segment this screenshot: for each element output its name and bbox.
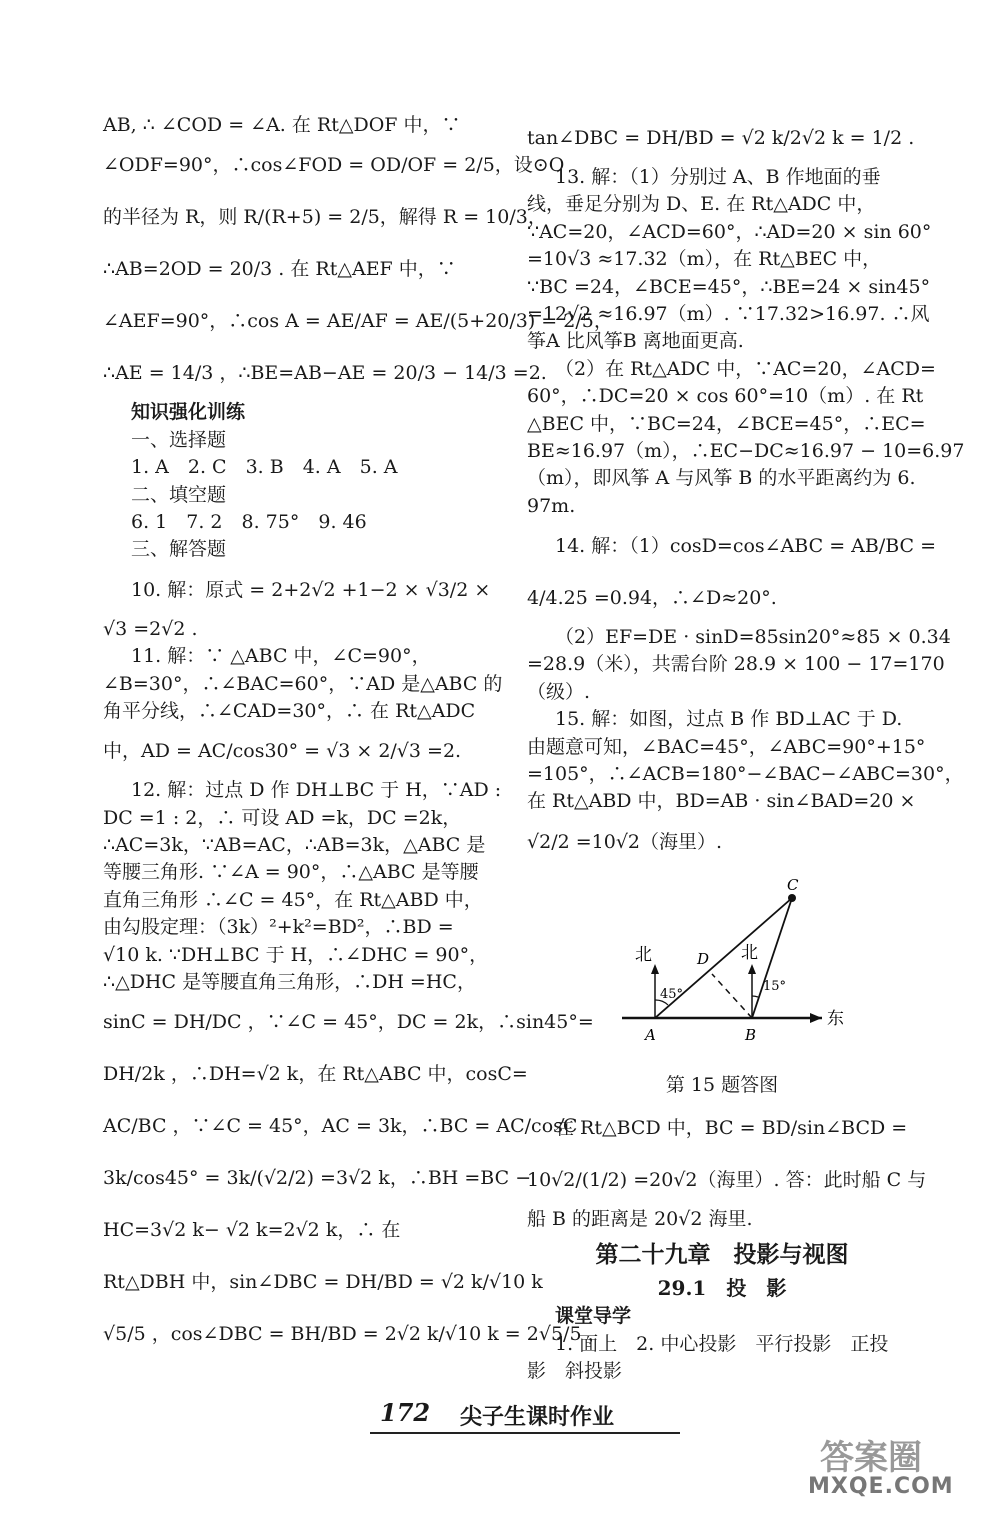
text-line: 1. A 2. C 3. B 4. A 5. A xyxy=(131,456,398,479)
label-east: 东 xyxy=(827,1008,844,1029)
text-line: tan∠DBC = DH/BD = √2 k/2√2 k = 1/2 . xyxy=(527,127,915,149)
point-c xyxy=(788,894,796,902)
watermark-site: MXQE.COM xyxy=(808,1474,954,1499)
text-line: 的半径为 R，则 R/(R+5) = 2/5，解得 R = 10/3， xyxy=(103,206,547,229)
text-line: 在 Rt△BCD 中，BC = BD/sin∠BCD = xyxy=(555,1116,908,1139)
figure-15 xyxy=(527,868,917,1068)
chapter-title: 第二十九章 投影与视图 xyxy=(595,1241,849,1269)
text-line: △BEC 中，∵BC=24，∠BCE=45°，∴EC= xyxy=(527,412,926,435)
text-line: ∴△DHC 是等腰直角三角形，∴DH =HC， xyxy=(103,971,476,994)
text-line: 由勾股定理：（3k）²+k²=BD²，∴BD = xyxy=(103,916,454,939)
text-line: 船 B 的距离是 20√2 海里. xyxy=(527,1207,753,1230)
text-line: =28.9（米），共需台阶 28.9 × 100 − 17=170 xyxy=(527,653,945,676)
text-line: 4/4.25 =0.94，∴∠D≈20°. xyxy=(527,587,777,610)
text-line: 13. 解：（1）分别过 A、B 作地面的垂 xyxy=(555,166,881,188)
text-line: （2）在 Rt△ADC 中，∵AC=20，∠ACD= xyxy=(555,357,936,380)
page-number: 172 xyxy=(380,1398,431,1427)
text-line: AB, ∴ ∠COD = ∠A. 在 Rt△DOF 中，∵ xyxy=(103,114,461,136)
label-north-left: 北 xyxy=(635,944,652,965)
text-line: =10√3 ≈17.32（m），在 Rt△BEC 中， xyxy=(527,248,882,271)
text-line: √5/5 ，cos∠DBC = BH/BD = 2√2 k/√10 k = 2√5/5 ， xyxy=(103,1323,607,1346)
text-line: sinC = DH/DC ，∵∠C = 45°，DC = 2k，∴sin45°= xyxy=(103,1011,594,1034)
text-line: ∵AC=20，∠ACD=60°，∴AD=20 × sin 60° xyxy=(527,220,932,243)
text-line: （级）. xyxy=(527,680,591,703)
page-footer xyxy=(370,1396,680,1436)
right-column-end xyxy=(527,1303,917,1385)
label-a: A xyxy=(645,1025,656,1044)
figure-caption: 第 15 题答图 xyxy=(665,1073,779,1096)
text-line: 中，AD = AC/cos30° = √3 × 2/√3 =2. xyxy=(103,740,462,763)
north-arrow-a xyxy=(651,964,659,974)
text-line: 10. 解：原式 = 2+2√2 +1−2 × √3/2 × xyxy=(131,578,491,601)
text-line: DC =1 : 2，∴ 可设 AD =k，DC =2k， xyxy=(103,806,462,829)
text-line: =105°，∴∠ACB=180°−∠BAC−∠ABC=30°， xyxy=(527,763,964,786)
text-line: AC/BC ，∵∠C = 45°，AC = 3k，∴BC = AC/cosC xyxy=(103,1115,578,1138)
text-line: 97m. xyxy=(527,494,576,517)
text-line: 15. 解：如图，过点 B 作 BD⊥AC 于 D. xyxy=(555,708,903,731)
label-b: B xyxy=(745,1025,757,1044)
text-line: 60°，∴DC=20 × cos 60°=10（m）. 在 Rt xyxy=(527,385,924,408)
text-line: 12. 解：过点 D 作 DH⊥BC 于 H，∵AD : xyxy=(131,779,502,802)
label-angle-45: 45° xyxy=(660,986,684,1002)
right-column-top xyxy=(527,112,965,868)
angle-arc-b xyxy=(752,996,758,997)
text-line: 10√2/(1/2) =20√2（海里）. 答：此时船 C 与 xyxy=(527,1168,927,1191)
text-line: ∠ODF=90°，∴cos∠FOD = OD/OF = 2/5，设⊙O xyxy=(103,154,565,177)
label-north-right: 北 xyxy=(741,942,758,963)
text-line: 线，垂足分别为 D、E. 在 Rt△ADC 中， xyxy=(527,193,876,216)
text-line: √2/2 =10√2（海里）. xyxy=(527,830,723,853)
text-line: 由题意可知，∠BAC=45°，∠ABC=90°+15° xyxy=(527,735,926,758)
watermark-logo: 答案圈 xyxy=(820,1438,922,1478)
text-line: 14. 解：（1）cosD=cos∠ABC = AB/BC = xyxy=(555,535,937,558)
label-c: C xyxy=(787,875,799,894)
text-line: 3k/cos45° = 3k/(√2/2) =3√2 k，∴BH =BC − xyxy=(103,1167,532,1190)
text-line: Rt△DBH 中，sin∠DBC = DH/BD = √2 k/√10 k xyxy=(103,1271,543,1294)
line-bd xyxy=(712,974,752,1018)
footer-rule xyxy=(370,1432,680,1434)
label-d: D xyxy=(697,949,710,968)
text-line: 11. 解：∵ △ABC 中，∠C=90°， xyxy=(131,645,431,668)
text-line: BE≈16.97（m），∴EC−DC≈16.97 − 10=6.97 xyxy=(527,439,965,462)
text-line: √3 =2√2 . xyxy=(103,617,198,640)
text-line: 课堂导学 xyxy=(555,1305,632,1328)
text-line: ∴AB=2OD = 20/3 . 在 Rt△AEF 中，∵ xyxy=(103,258,456,281)
text-line: 直角三角形 ∴∠C = 45°，在 Rt△ABD 中， xyxy=(103,888,483,911)
text-line: 6. 1 7. 2 8. 75° 9. 46 xyxy=(131,510,367,533)
north-arrow-b xyxy=(748,964,756,974)
text-line: 筝A 比风筝B 离地面更高. xyxy=(527,330,744,353)
text-line: 在 Rt△ABD 中，BD=AB · sin∠BAD=20 × xyxy=(527,790,916,813)
text-line: （m），即风筝 A 与风筝 B 的水平距离约为 6. xyxy=(527,467,916,490)
section-title: 29.1 投 影 xyxy=(657,1276,787,1301)
text-line: DH/2k ，∴DH=√2 k，在 Rt△ABC 中，cosC= xyxy=(103,1063,528,1086)
text-line: ∴AE = 14/3 ，∴BE=AB−AE = 20/3 − 14/3 =2. xyxy=(103,362,547,385)
text-line: 三、解答题 xyxy=(131,538,227,561)
text-line: ∵BC =24，∠BCE=45°，∴BE=24 × sin45° xyxy=(527,275,931,298)
text-line: ∴AC=3k，∵AB=AC，∴AB=3k，△ABC 是 xyxy=(103,834,486,857)
text-line: HC=3√2 k− √2 k=2√2 k，∴ 在 xyxy=(103,1219,401,1242)
watermark xyxy=(800,1430,990,1506)
right-column xyxy=(527,112,965,1385)
east-arrow xyxy=(810,1013,822,1023)
text-line: ∠AEF=90°，∴cos A = AE/AF = AE/(5+20/3) = 2/5， xyxy=(103,310,613,333)
text-line: 等腰三角形. ∵∠A = 90°，∴△ABC 是等腰 xyxy=(103,861,479,884)
text-line: 影 斜投影 xyxy=(527,1359,623,1382)
right-column-bottom xyxy=(527,1102,927,1233)
text-line: （2）EF=DE · sinD=85sin20°≈85 × 0.34 xyxy=(555,626,951,649)
text-line: √10 k. ∵DH⊥BC 于 H，∴∠DHC = 90°， xyxy=(103,943,489,966)
text-line: =12√2 ≈16.97（m）. ∵17.32>16.97. ∴风 xyxy=(527,302,930,325)
text-line: ∠B=30°，∴∠BAC=60°，∵AD 是△ABC 的 xyxy=(103,672,503,695)
label-angle-15: 15° xyxy=(763,978,787,994)
text-line: 二、填空题 xyxy=(131,483,227,506)
text-line: 角平分线，∴∠CAD=30°，∴ 在 Rt△ADC xyxy=(103,699,476,722)
text-line: 一、选择题 xyxy=(131,428,227,451)
text-line: 知识强化训练 xyxy=(131,401,246,424)
text-line: 1. 面上 2. 中心投影 平行投影 正投 xyxy=(555,1332,889,1355)
book-title: 尖子生课时作业 xyxy=(460,1405,615,1430)
figure-15-diagram xyxy=(527,868,917,1068)
